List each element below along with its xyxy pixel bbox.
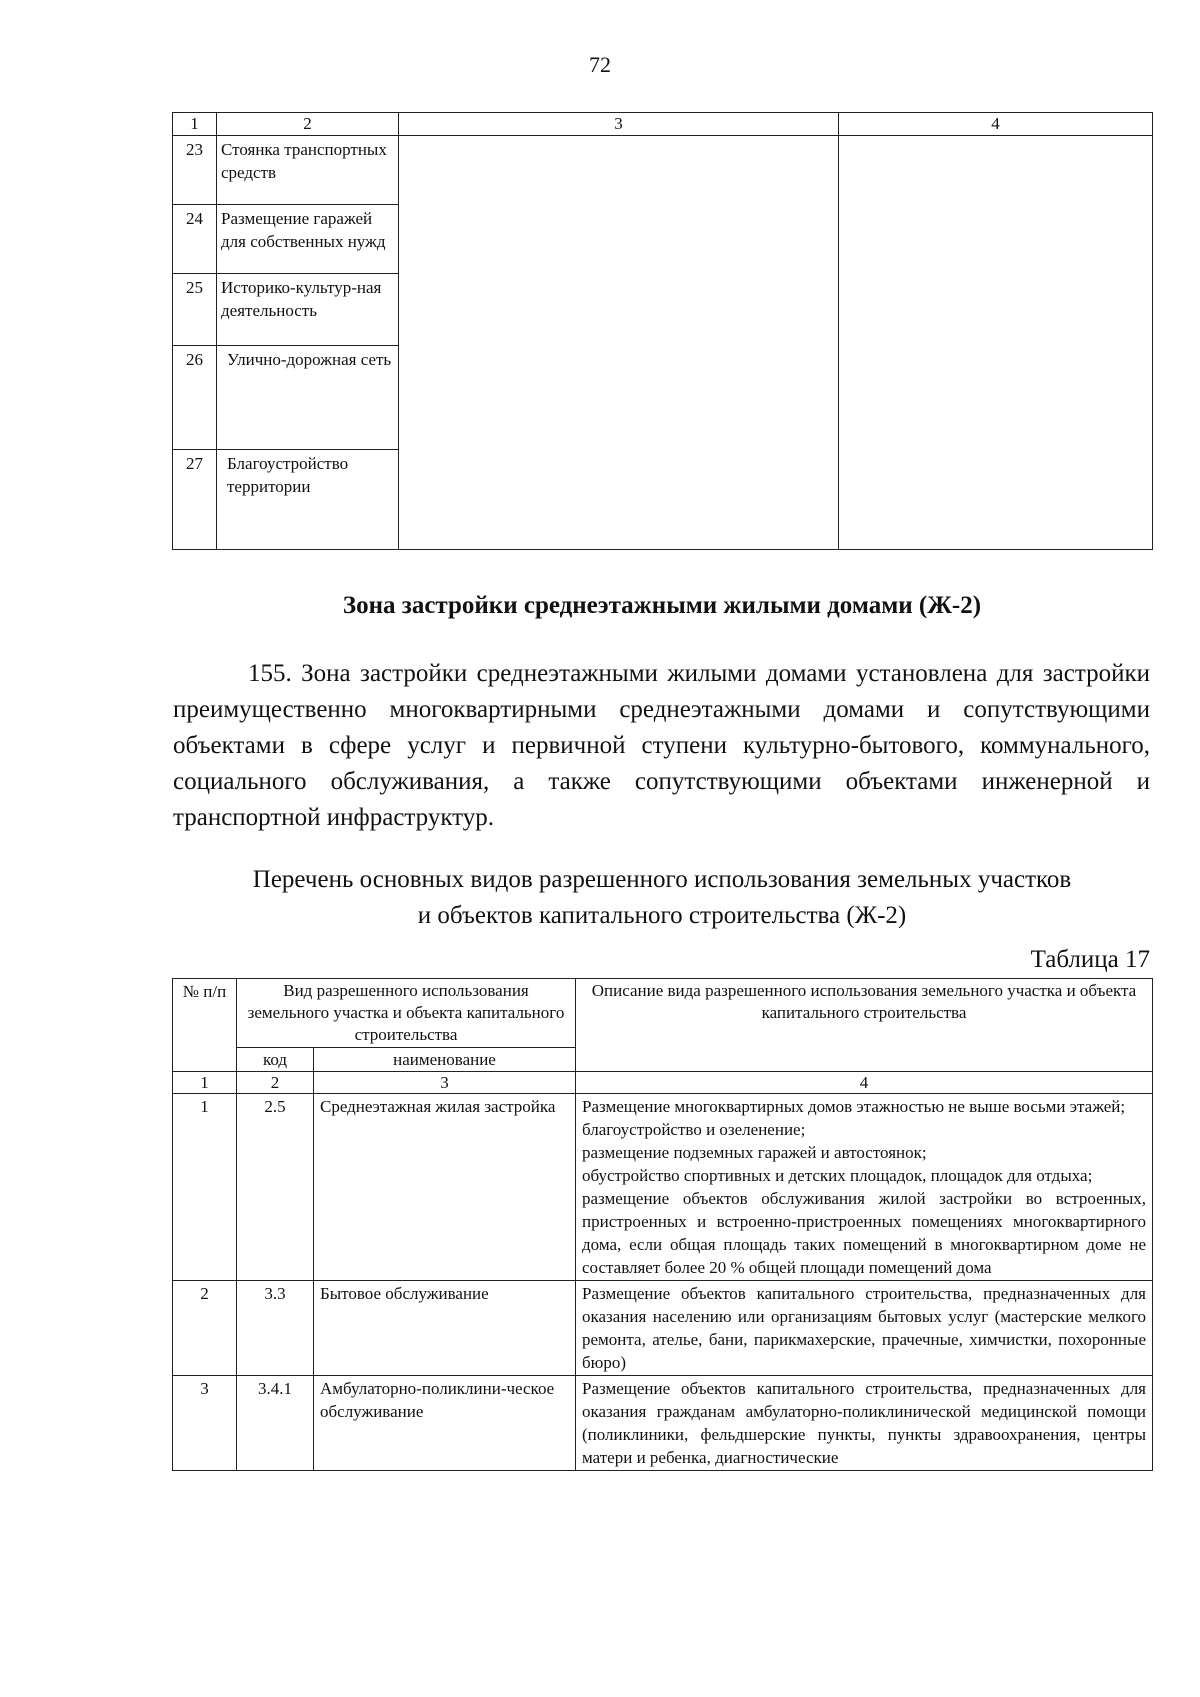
row-description <box>576 1094 1153 1281</box>
column-number: 3 <box>399 113 839 136</box>
column-number: 2 <box>217 113 399 136</box>
list-title-line: Перечень основных видов разрешенного использования земельных участков <box>252 866 1072 893</box>
row-name: Историко-культур-ная деятельность <box>217 274 399 346</box>
row-description <box>576 1376 1153 1471</box>
description-line: Размещение многоквартирных домов этажностью не выше восьми этажей; <box>582 1097 1126 1116</box>
header-num: № п/п <box>173 979 237 1072</box>
table-row <box>173 136 1153 205</box>
section-heading: Зона застройки среднеэтажными жилыми домами (Ж-2) <box>342 592 982 619</box>
row-code: 3.4.1 <box>237 1376 314 1471</box>
column-number: 4 <box>576 1072 1153 1094</box>
header-name: наименование <box>314 1048 576 1072</box>
header-vid: Вид разрешенного использования земельного участка и объекта капитального строительства <box>237 979 576 1048</box>
row-name: Среднеэтажная жилая застройка <box>314 1094 576 1281</box>
description-line: размещение подземных гаражей и автостоянок; <box>582 1143 927 1162</box>
page-number: 72 <box>589 52 611 77</box>
table-row <box>173 1094 1153 1281</box>
row-number: 26 <box>173 346 217 450</box>
header-desc: Описание вида разрешенного использования земельного участка и объекта капитального строительства <box>576 979 1153 1072</box>
row-name: Благоустройство территории <box>217 450 399 550</box>
description-line: Размещение объектов капитального строительства, предназначенных для оказания гражданам амбулаторно-поликлинической медицинской помощи (поликлиники, фельдшерские пункты, пункты здравоохранения, центры матери и ребенка, диагностические <box>582 1379 1146 1467</box>
description-line: Размещение объектов капитального строительства, предназначенных для оказания населению или организациям бытовых услуг (мастерские мелкого ремонта, ателье, бани, парикмахерские, прачечные, химчистки, похоронные бюро) <box>582 1284 1146 1372</box>
table-caption: Таблица 17 <box>1030 946 1150 973</box>
row-number: 25 <box>173 274 217 346</box>
row-name: Стоянка транспортных средств <box>217 136 399 205</box>
row-number: 1 <box>173 1094 237 1281</box>
column-number-row <box>173 1072 1153 1094</box>
row-name: Амбулаторно-поликлини-ческое обслуживание <box>314 1376 576 1471</box>
row-number: 3 <box>173 1376 237 1471</box>
row-name: Улично-дорожная сеть <box>217 346 399 450</box>
header-row <box>173 979 1153 1048</box>
table-17 <box>172 978 1153 1471</box>
column-4-blank <box>839 136 1153 550</box>
column-number: 1 <box>173 113 217 136</box>
description-line: обустройство спортивных и детских площадок, площадок для отдыха; <box>582 1166 1093 1185</box>
column-number-row <box>173 113 1153 136</box>
table-row <box>173 1376 1153 1471</box>
row-number: 24 <box>173 205 217 274</box>
column-3-blank <box>399 136 839 550</box>
row-code: 2.5 <box>237 1094 314 1281</box>
row-name: Бытовое обслуживание <box>314 1281 576 1376</box>
list-title-line: и объектов капитального строительства (Ж-2) <box>417 902 907 929</box>
row-number: 27 <box>173 450 217 550</box>
column-number: 4 <box>839 113 1153 136</box>
row-number: 2 <box>173 1281 237 1376</box>
description-line: благоустройство и озеленение; <box>582 1120 806 1139</box>
row-number: 23 <box>173 136 217 205</box>
body-paragraph: 155. Зона застройки среднеэтажными жилыми домами установлена для застройки преимущественно многоквартирными среднеэтажными домами и сопутствующими объектами в сфере услуг и первичной ступени культурно-бытового, коммунального, социального обслуживания, а также сопутствующими объектами инженерной и транспортной инфраструктур. <box>173 660 1150 831</box>
list-title <box>172 862 1152 934</box>
column-number: 3 <box>314 1072 576 1094</box>
description-line: размещение объектов обслуживания жилой застройки во встроенных, пристроенных и встроенно-пристроенных помещениях многоквартирного дома, если общая площадь таких помещений в многоквартирном доме не составляет более 20 % общей площади помещений дома <box>582 1189 1146 1277</box>
row-code: 3.3 <box>237 1281 314 1376</box>
table-row <box>173 1281 1153 1376</box>
column-number: 2 <box>237 1072 314 1094</box>
continuation-table <box>172 112 1153 550</box>
column-number: 1 <box>173 1072 237 1094</box>
header-kod: код <box>237 1048 314 1072</box>
row-description <box>576 1281 1153 1376</box>
row-name: Размещение гаражей для собственных нужд <box>217 205 399 274</box>
